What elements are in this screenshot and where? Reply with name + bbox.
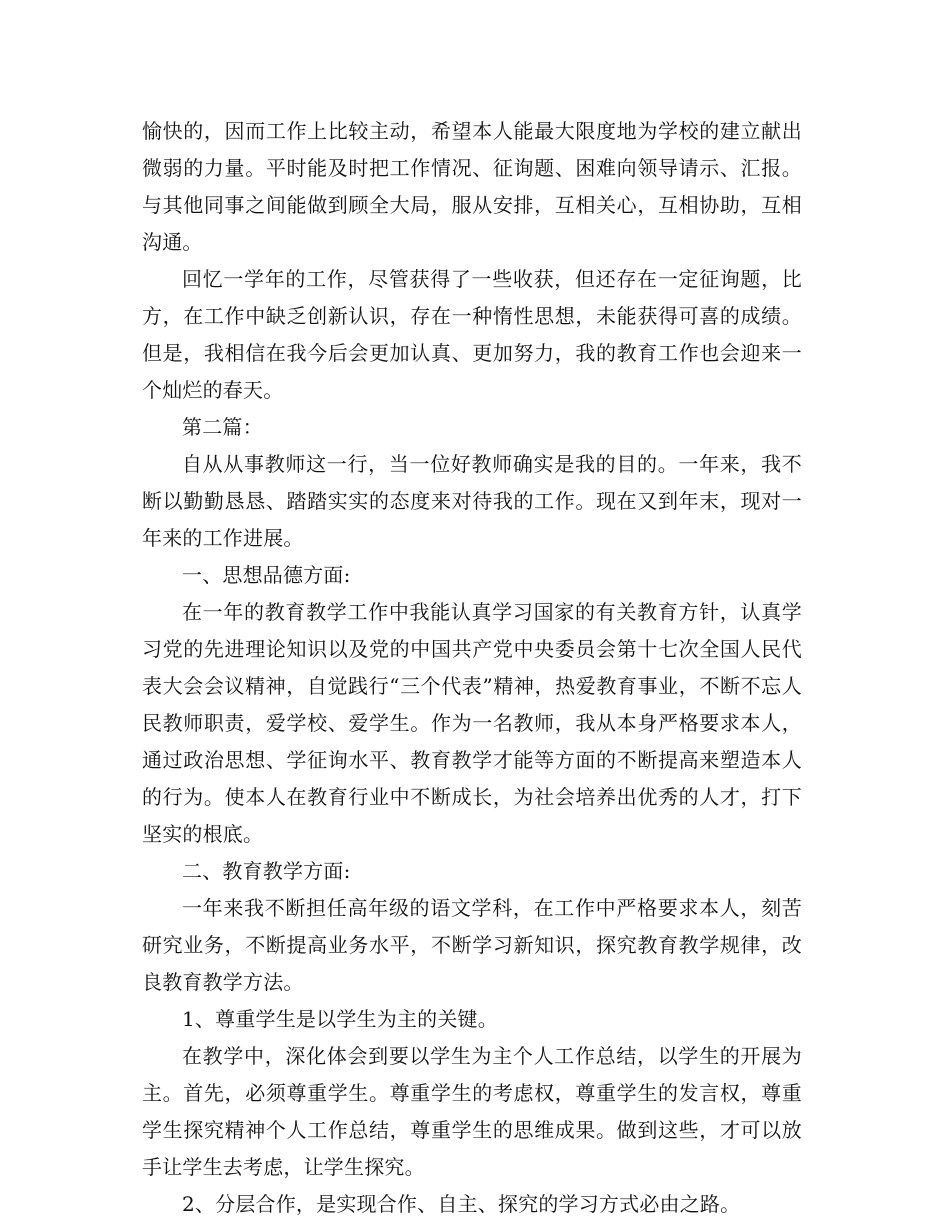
- paragraph-ideology-morality: 在一年的教育教学工作中我能认真学习国家的有关教育方针，认真学习党的先进理论知识以及党的中国共产党中央委员会第十七次全国人民代表大会会议精神，自觉践行“三个代表”精神，热爱教育事业，不断不忘人民教师职责，爱学校、爱学生。作为一名教师，我从本身严格要求本人，通过政治思想、学征询水平、教育教学才能等方面的不断提高来塑造本人的行为。使本人在教育行业中不断成长，为社会培养出优秀的人才，打下坚实的根底。: [142, 600, 802, 846]
- heading-education-teaching: 二、教育教学方面:: [182, 859, 351, 883]
- heading-ideology-morality: 一、思想品德方面:: [182, 563, 351, 587]
- paragraph-respect-students: 在教学中，深化体会到要以学生为主个人工作总结，以学生的开展为主。首先，必须尊重学生。尊重学生的考虑权，尊重学生的发言权，尊重学生探究精神个人工作总结，尊重学生的思维成果。做到这些，才可以放手让学生去考虑，让学生探究。: [142, 1044, 802, 1179]
- document-body: [142, 113, 802, 1223]
- subheading-respect-students: 1、尊重学生是以学生为主的关键。: [182, 1007, 498, 1031]
- paragraph-reflection: 回忆一学年的工作，尽管获得了一些收获，但还存在一定征询题，比方，在工作中缺乏创新认识，存在一种惰性思想，未能获得可喜的成绩。但是，我相信在我今后会更加认真、更加努力，我的教育工作也会迎来一个灿烂的春天。: [142, 267, 802, 402]
- paragraph-intro: 自从从事教师这一行，当一位好教师确实是我的目的。一年来，我不断以勤勤恳恳、踏踏实实的态度来对待我的工作。现在又到年末，现对一年来的工作进展。: [142, 452, 802, 550]
- paragraph-continuation: 愉快的，因而工作上比较主动，希望本人能最大限度地为学校的建立献出微弱的力量。平时能及时把工作情况、征询题、困难向领导请示、汇报。与其他同事之间能做到顾全大局，服从安排，互相关心，互相协助，互相沟通。: [142, 119, 802, 254]
- paragraph-education-teaching: 一年来我不断担任高年级的语文学科，在工作中严格要求本人，刻苦研究业务，不断提高业务水平，不断学习新知识，探究教育教学规律，改良教育教学方法。: [142, 896, 802, 994]
- section-heading-part-two: 第二篇：: [182, 415, 263, 439]
- subheading-layered-cooperation: 2、分层合作，是实现合作、自主、探究的学习方式必由之路。: [182, 1192, 741, 1216]
